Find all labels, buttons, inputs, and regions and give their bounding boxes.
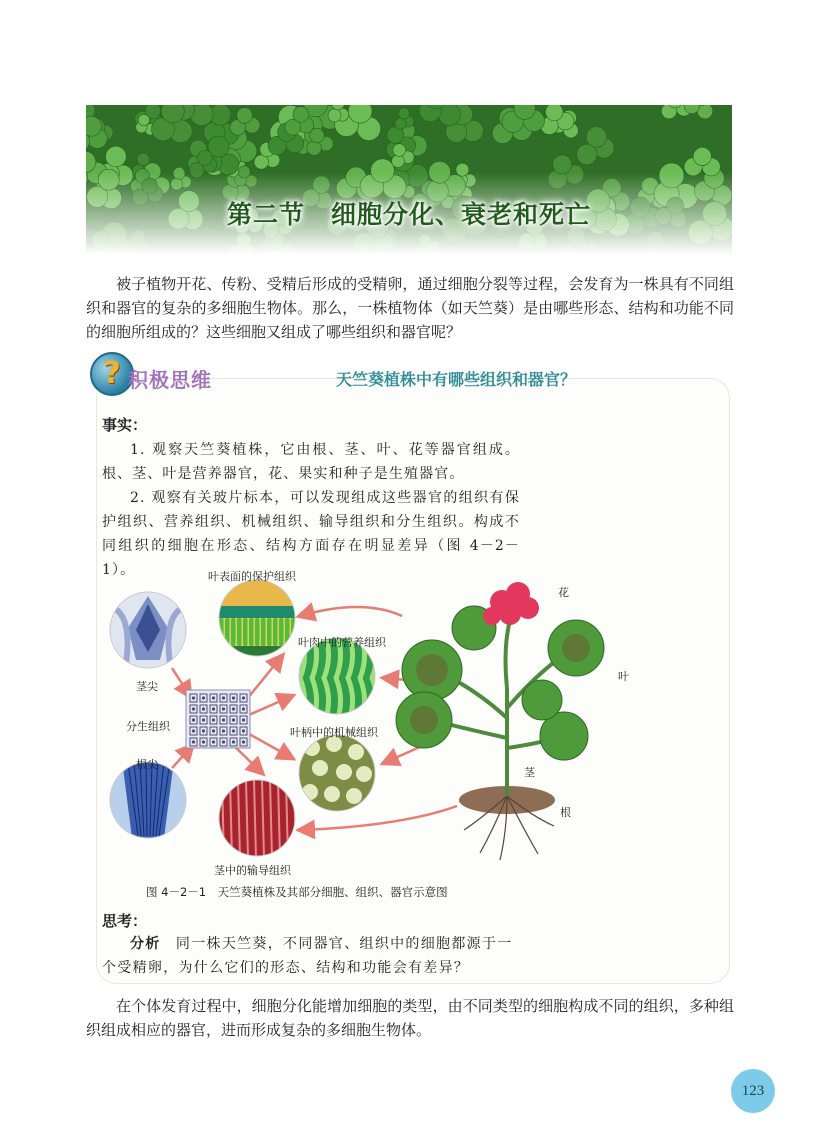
label-petiole: 叶柄中的机械组织 xyxy=(290,726,378,739)
label-leaf: 叶 xyxy=(618,670,629,683)
label-leaf-mesophyll: 叶肉中的营养组织 xyxy=(298,636,386,649)
think-heading: 思考： xyxy=(102,912,148,930)
figure-4-2-1 xyxy=(102,568,632,877)
question-mark-icon: ? xyxy=(90,352,134,396)
label-meristem: 分生组织 xyxy=(126,720,170,733)
section-title: 第二节 细胞分化、衰老和死亡 xyxy=(226,200,591,229)
clover-banner-image xyxy=(86,105,732,255)
facts-heading: 事实： xyxy=(102,416,148,434)
label-leaf-surface: 叶表面的保护组织 xyxy=(208,570,296,583)
section-banner xyxy=(86,105,732,255)
fact-2: 2. 观察有关玻片标本，可以发现组成这些器官的组织有保护组织、营养组织、机械组织、输导组织和分生组织。构成不同组织的细胞在形态、结构方面存在明显差异（图 4－2－1）。 xyxy=(102,490,520,578)
geranium-tissue-diagram xyxy=(102,568,632,868)
meristem-block xyxy=(186,690,250,748)
label-stem: 茎 xyxy=(524,766,535,779)
analysis-paragraph xyxy=(102,932,520,980)
label-flower: 花 xyxy=(558,586,569,599)
think-box-title: 天竺葵植株中有哪些组织和器官？ xyxy=(336,370,577,389)
figure-caption: 图 4－2－1 天竺葵植株及其部分细胞、组织、器官示意图 xyxy=(146,885,448,899)
conclusion-paragraph: 在个体发育过程中，细胞分化能增加细胞的类型，由不同类型的细胞构成不同的组织，多种组织组成相应的器官，进而形成复杂的多细胞生物体。 xyxy=(86,997,734,1039)
label-root-tip: 根尖 xyxy=(136,758,158,771)
label-root: 根 xyxy=(560,806,571,819)
analysis-keyword: 分析 xyxy=(130,936,161,952)
intro-paragraph: 被子植物开花、传粉、受精后形成的受精卵，通过细胞分裂等过程，会发育为一株具有不同组织和器官的复杂的多细胞生物体。那么，一株植物体（如天竺葵）是由哪些形态、结构和功能不同的细胞所组成的？这些细胞又组成了哪些组织和器官呢？ xyxy=(86,275,734,341)
label-stem-tip: 茎尖 xyxy=(136,680,158,693)
label-stem-conducting: 茎中的输导组织 xyxy=(214,864,291,877)
analysis-text: 同一株天竺葵，不同器官、组织中的细胞都源于一个受精卵，为什么它们的形态、结构和功能会有差异？ xyxy=(102,936,513,976)
geranium-plant xyxy=(396,582,604,860)
fact-1: 1. 观察天竺葵植株，它由根、茎、叶、花等器官组成。根、茎、叶是营养器官，花、果实和种子是生殖器官。 xyxy=(102,442,520,482)
think-box-label: 积极思维 xyxy=(128,368,212,392)
page-number: 123 xyxy=(731,1069,775,1113)
